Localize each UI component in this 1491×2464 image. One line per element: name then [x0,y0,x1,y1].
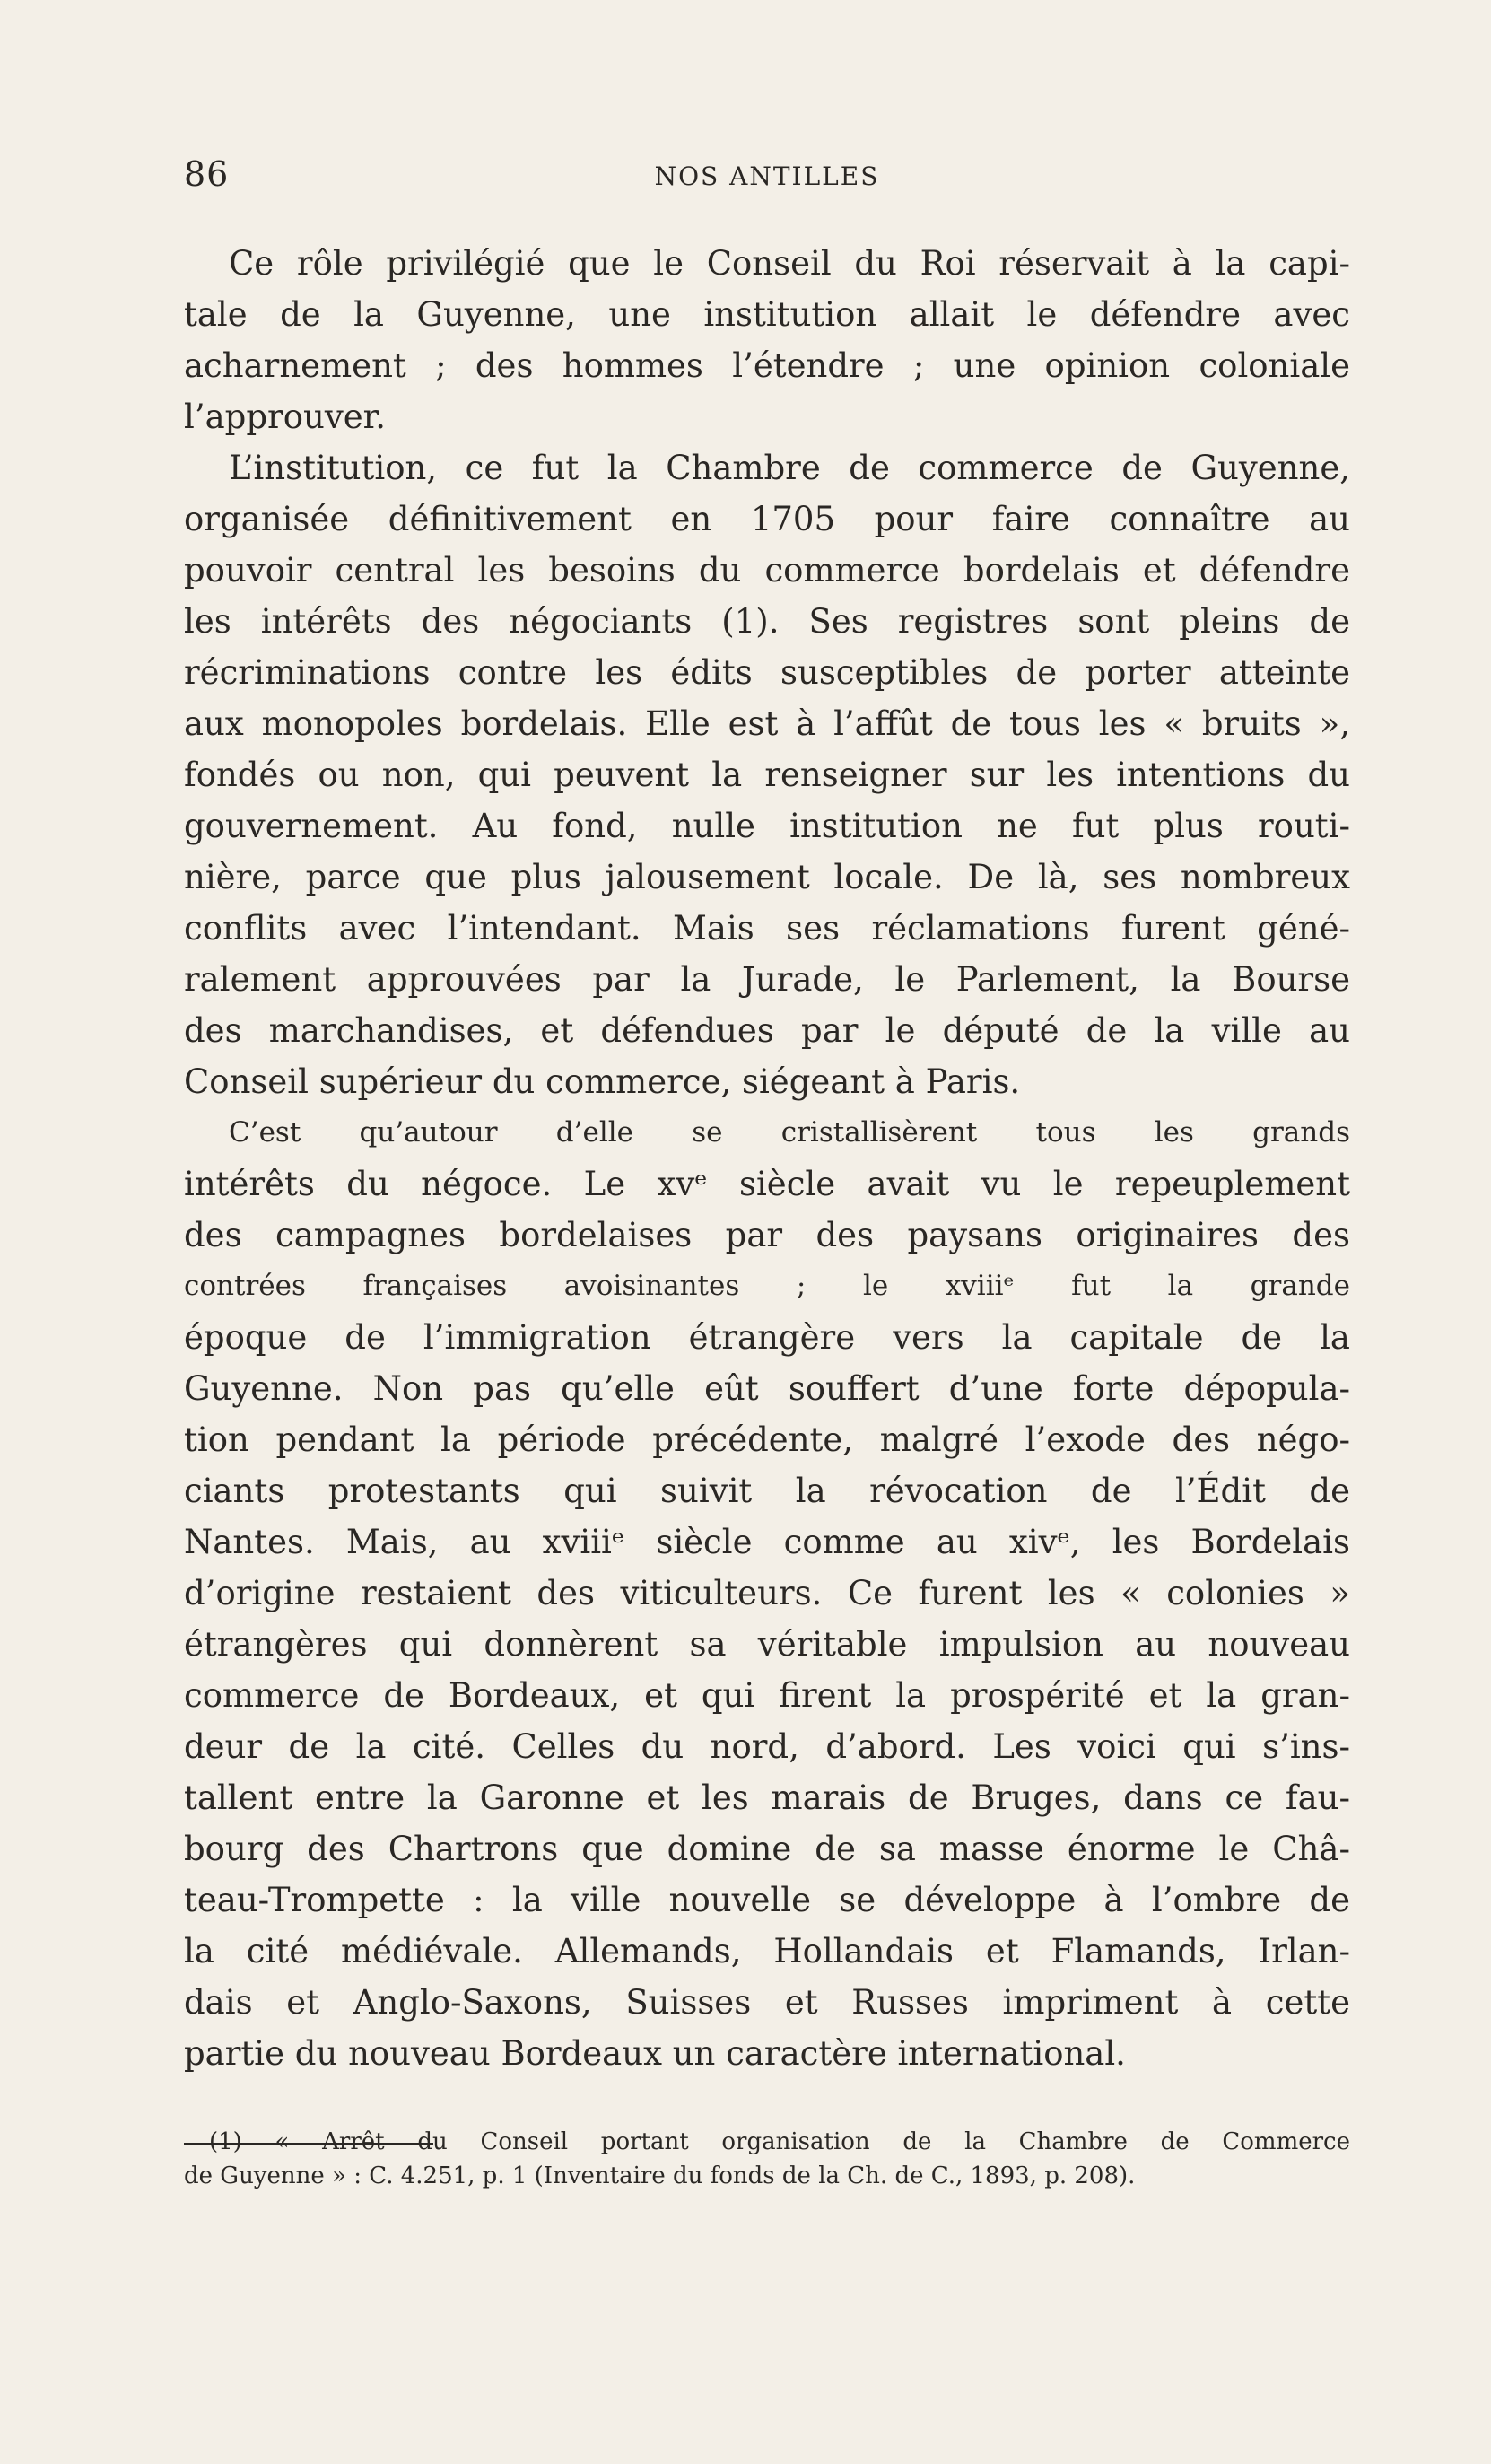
text-line: ciants protestants qui suivit la révocation de l’Édit de [184,1472,1350,1510]
text-line: acharnement ; des hommes l’étendre ; une opinion coloniale [184,346,1350,385]
text-line: intérêts du négoce. Le xvᵉ siècle avait vu le repeuplement [184,1165,1350,1203]
footnote-line: (1) « Arrêt du Conseil portant organisation de la Chambre de Commerce [209,2128,1350,2155]
text-line: d’origine restaient des viticulteurs. Ce furent les « colonies » [184,1574,1350,1612]
text-line: ralement approuvées par la Jurade, le Parlement, la Bourse [184,960,1350,999]
text-line: commerce de Bordeaux, et qui firent la prospérité et la gran- [184,1676,1350,1715]
footnote [184,2125,1350,2193]
text-line: deur de la cité. Celles du nord, d’abord. Les voici qui s’ins- [184,1727,1350,1766]
body-text [184,238,1350,2079]
running-title: NOS ANTILLES [654,162,880,191]
text-line: contrées françaises avoisinantes ; le xviiiᵉ fut la grande [184,1270,1350,1302]
text-line: étrangères qui donnèrent sa véritable impulsion au nouveau [184,1625,1350,1664]
text-line: récriminations contre les édits susceptibles de porter atteinte [184,653,1350,692]
text-line: l’approuver. [184,398,386,436]
text-line: tale de la Guyenne, une institution allait le défendre avec [184,295,1350,334]
page-number: 86 [184,154,230,194]
text-line: nière, parce que plus jalousement locale. De là, ses nombreux [184,858,1350,896]
text-line: L’institution, ce fut la Chambre de commerce de Guyenne, [229,449,1350,487]
text-line: bourg des Chartrons que domine de sa masse énorme le Châ- [184,1830,1350,1868]
text-line: organisée définitivement en 1705 pour faire connaître au [184,500,1350,538]
text-line: gouvernement. Au fond, nulle institution ne fut plus routi- [184,807,1350,845]
text-line: des marchandises, et défendues par le député de la ville au [184,1011,1350,1050]
text-line: aux monopoles bordelais. Elle est à l’affût de tous les « bruits », [184,704,1350,743]
text-line: la cité médiévale. Allemands, Hollandais et Flamands, Irlan- [184,1932,1350,1970]
page-header [184,154,1350,199]
text-line: C’est qu’autour d’elle se cristallisèrent tous les grands [229,1116,1350,1149]
text-line: pouvoir central les besoins du commerce bordelais et défendre [184,551,1350,590]
text-line: partie du nouveau Bordeaux un caractère international. [184,2034,1126,2073]
text-line: Nantes. Mais, au xviiiᵉ siècle comme au xivᵉ, les Bordelais [184,1523,1350,1561]
text-line: des campagnes bordelaises par des paysans originaires des [184,1216,1350,1254]
text-line: tallent entre la Garonne et les marais de Bruges, dans ce fau- [184,1778,1350,1817]
text-line: Conseil supérieur du commerce, siégeant à Paris. [184,1062,1021,1101]
text-line: teau-Trompette : la ville nouvelle se développe à l’ombre de [184,1881,1350,1919]
text-line: dais et Anglo-Saxons, Suisses et Russes impriment à cette [184,1983,1350,2022]
text-line: époque de l’immigration étrangère vers la capitale de la [184,1318,1350,1357]
text-line: tion pendant la période précédente, malgré l’exode des négo- [184,1420,1350,1459]
text-line: Guyenne. Non pas qu’elle eût souffert d’une forte dépopula- [184,1369,1350,1408]
text-line: conflits avec l’intendant. Mais ses réclamations furent géné- [184,909,1350,948]
text-line: fondés ou non, qui peuvent la renseigner sur les intentions du [184,756,1350,794]
text-line: Ce rôle privilégié que le Conseil du Roi réservait à la capi- [229,244,1350,283]
text-line: les intérêts des négociants (1). Ses registres sont pleins de [184,602,1350,641]
footnote-line: de Guyenne » : C. 4.251, p. 1 (Inventaire du fonds de la Ch. de C., 1893, p. 208). [184,2163,1136,2189]
